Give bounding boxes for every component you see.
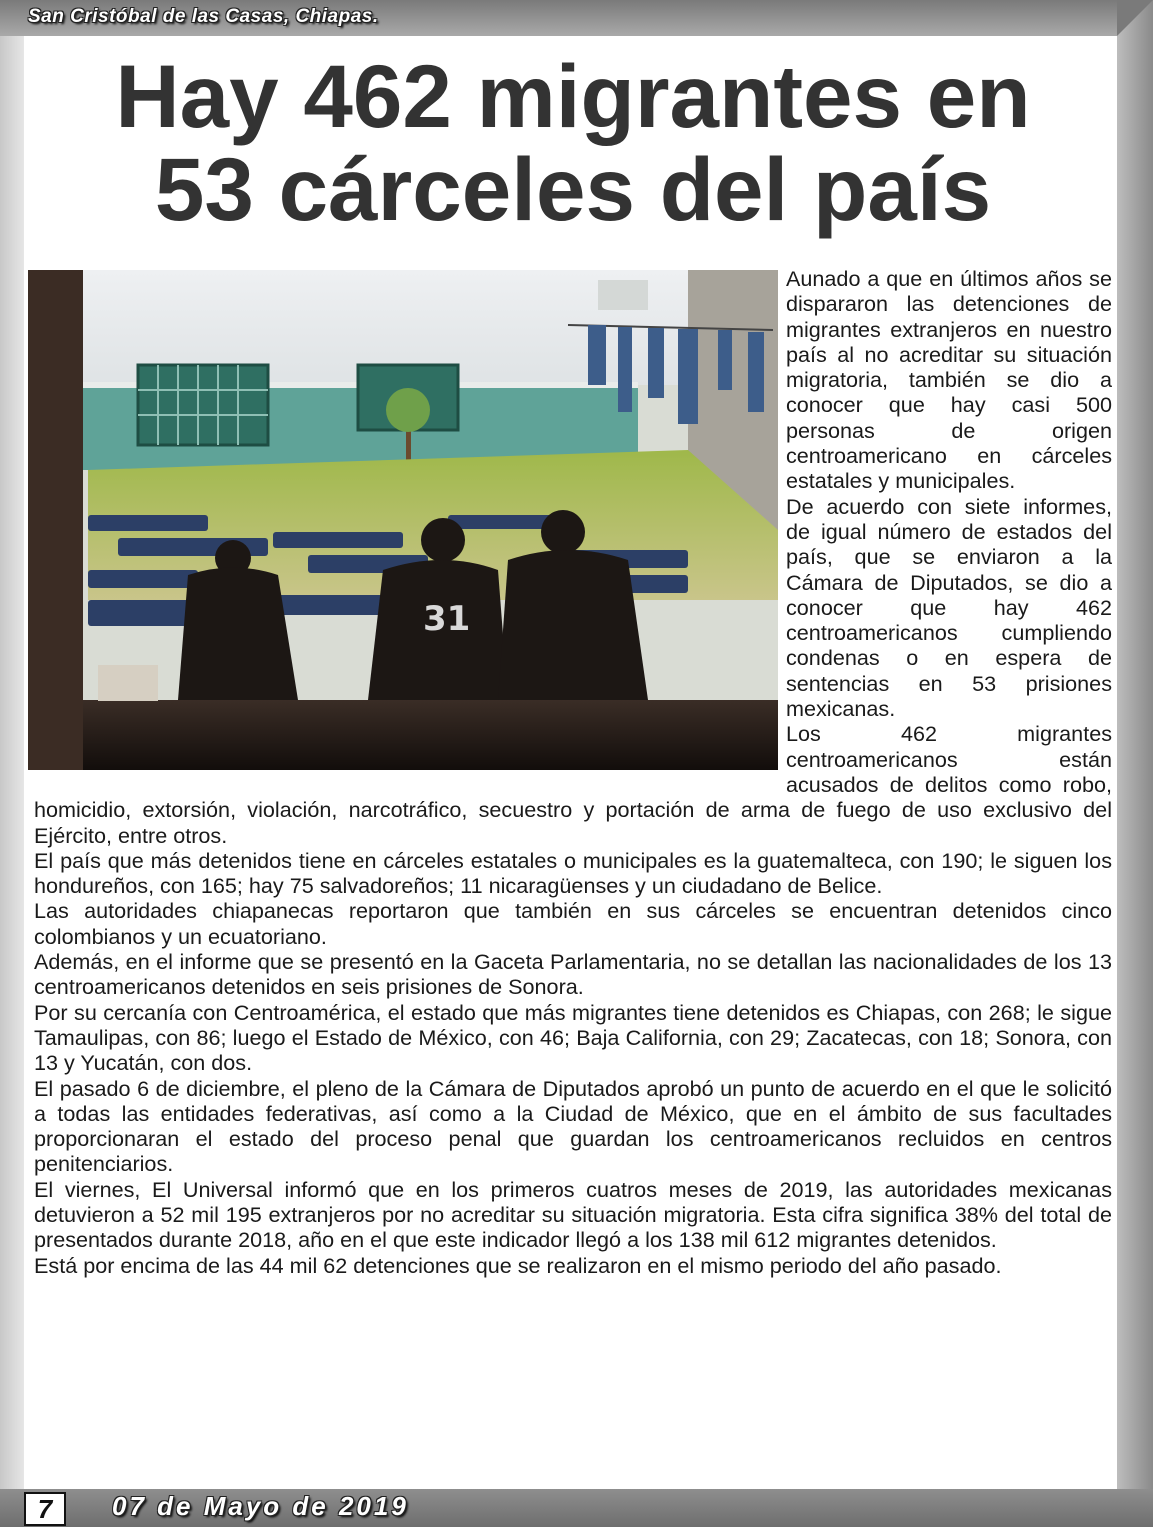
issue-date: 07 de Mayo de 2019 (112, 1491, 409, 1521)
page-number: 7 (24, 1492, 66, 1526)
article-paragraph: Por su cercanía con Centroamérica, el estado que más migrantes tiene detenidos es Chiapas, con 268; le sigue Tamaulipas, con 86; luego el Estado de México, con 46; Baja California, con 29; Zacatecas, con 18; Sonora, con 13 y Yucatán, con dos. (34, 999, 1112, 1076)
jersey-number: 31 (423, 599, 471, 639)
article-paragraph: Aunado a que en últimos años se dispararon las detenciones de migrantes extranjeros en nuestro país al no acreditar su situación migratoria, también se dio a conocer que hay casi 500 personas de origen centroamericano en cárceles estatales y municipales. (786, 266, 1112, 494)
article-paragraph: Los 462 migrantes centroamericanos están acusados de delitos como robo, homicidio, extorsión, violación, narcotráfico, secuestro y portación de arma de fuego de uso exclusivo del Ejército, entre otros. (34, 721, 1112, 848)
frame-right-bar (1117, 0, 1153, 1527)
article-body (34, 266, 1112, 1278)
article-paragraph: El pasado 6 de diciembre, el pleno de la Cámara de Diputados aprobó un punto de acuerdo en el que le solicitó a todas las entidades federativas, así como a la Ciudad de México, que en el ámbito de sus facultades proporcionaran el estado del proceso penal que guardan los centroamericanos recluidos en centros penitenciarios. (34, 1075, 1112, 1177)
article-paragraph: De acuerdo con siete informes, de igual número de estados del país, que se enviaron a la Cámara de Diputados, se dio a conocer que hay 462 centroamericanos cumpliendo condenas o en espera de sentencias en 53 prisiones mexicanas. (786, 493, 1112, 722)
article-paragraph: El viernes, El Universal informó que en los primeros cuatros meses de 2019, las autoridades mexicanas detuvieron a 52 mil 195 extranjeros por no acreditar su situación migratoria. Esta cifra significa 38% del total de presentados durante 2018, año en el que este indicador llegó a los 138 mil 612 migrantes detenidos. (34, 1176, 1112, 1253)
location-label: San Cristóbal de las Casas, Chiapas. (28, 6, 379, 27)
article-paragraph: Además, en el informe que se presentó en la Gaceta Parlamentaria, no se detallan las nacionalidades de los 13 centroamericanos detenidos en seis prisiones de Sonora. (34, 949, 1112, 1000)
headline-line-2: 53 cárceles del país (154, 139, 992, 239)
photo-wrap-spacer (34, 266, 786, 780)
headline (28, 46, 1118, 239)
article-paragraph: Está por encima de las 44 mil 62 detenciones que se realizaron en el mismo periodo del año pasado. (34, 1252, 1002, 1278)
article-paragraph: Las autoridades chiapanecas reportaron que también en sus cárceles se encuentran detenidos cinco colombianos y un ecuatoriano. (34, 898, 1112, 949)
headline-line-1: Hay 462 migrantes en (115, 46, 1031, 146)
frame-left-bar (0, 36, 24, 1489)
article-paragraph: El país que más detenidos tiene en cárceles estatales o municipales es la guatemalteca, con 190; le siguen los hondureños, con 165; hay 75 salvadoreños; 11 nicaragüenses y un ciudadano de Belice. (34, 847, 1112, 899)
